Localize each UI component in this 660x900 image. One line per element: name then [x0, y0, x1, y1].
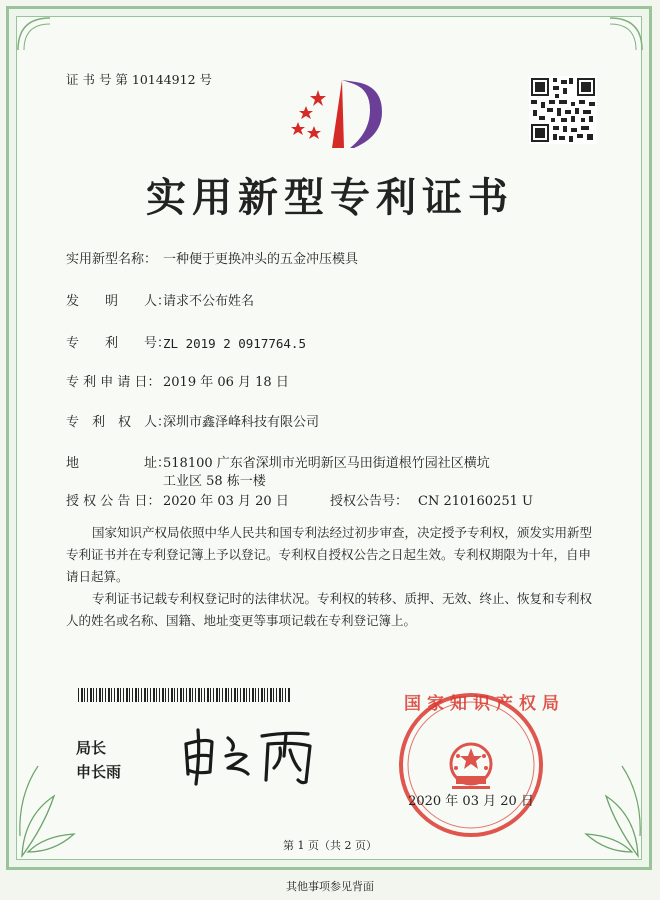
authorization-number-value: CN 210160251 U — [418, 494, 533, 509]
cnipa-logo-icon — [284, 76, 388, 152]
bottom-note: 其他事项参见背面 — [286, 880, 374, 893]
address-line-2: 工业区 58 栋一楼 — [163, 474, 266, 489]
corner-ornament-icon — [14, 14, 54, 54]
authorization-date-value: 2020 年 03 月 20 日 — [163, 494, 289, 509]
authorization-number-label: 授权公告号： — [330, 494, 409, 509]
filing-date-label: 专 利 申 请 日： — [66, 375, 161, 390]
seal-date: 2020 年 03 月 20 日 — [408, 794, 534, 809]
filing-date-value: 2019 年 06 月 18 日 — [163, 375, 289, 390]
certificate-title: 实用新型专利证书 — [146, 174, 514, 221]
utility-model-name-value: 一种便于更换冲头的五金冲压模具 — [163, 252, 359, 267]
qr-code-icon — [529, 76, 597, 144]
page-indicator: 第 1 页（共 2 页） — [283, 839, 377, 852]
patentee-value: 深圳市鑫泽峰科技有限公司 — [163, 415, 320, 430]
patent-number-value: ZL 2019 2 0917764.5 — [163, 336, 306, 351]
director-title: 局长 — [76, 739, 107, 757]
address-line-1: 518100 广东省深圳市光明新区马田街道根竹园社区横坑 — [163, 456, 490, 471]
seal-text: 国家知识产权局 — [404, 694, 565, 714]
authorization-date-label: 授 权 公 告 日： — [66, 494, 161, 509]
director-name: 申长雨 — [76, 763, 122, 781]
barcode-icon — [78, 688, 290, 702]
legal-status-paragraph: 专利证书记载专利权登记时的法律状况。专利权的转移、质押、无效、终止、恢复和专利权人的姓名或名称、国籍、地址变更等事项记载在专利登记簿上。 — [66, 591, 593, 628]
patent-number-label: 专 利 号： — [66, 336, 171, 351]
address-label: 地 址： — [66, 456, 171, 471]
inventor-value: 请求不公布姓名 — [163, 294, 255, 309]
patentee-label: 专 利 权 人： — [66, 415, 171, 430]
certificate-number: 证 书 号 第 10144912 号 — [66, 72, 212, 87]
inventor-label: 发 明 人： — [66, 294, 171, 309]
handwritten-signature-icon — [176, 724, 336, 788]
utility-model-name-label: 实用新型名称： — [66, 252, 158, 267]
corner-ornament-icon — [606, 14, 646, 54]
grant-statement-paragraph: 国家知识产权局依照中华人民共和国专利法经过初步审查，决定授予专利权，颁发实用新型专利证书并在专利登记簿上予以登记。专利权自授权公告之日起生效。专利权期限为十年，自申请日起算。 — [66, 525, 593, 584]
